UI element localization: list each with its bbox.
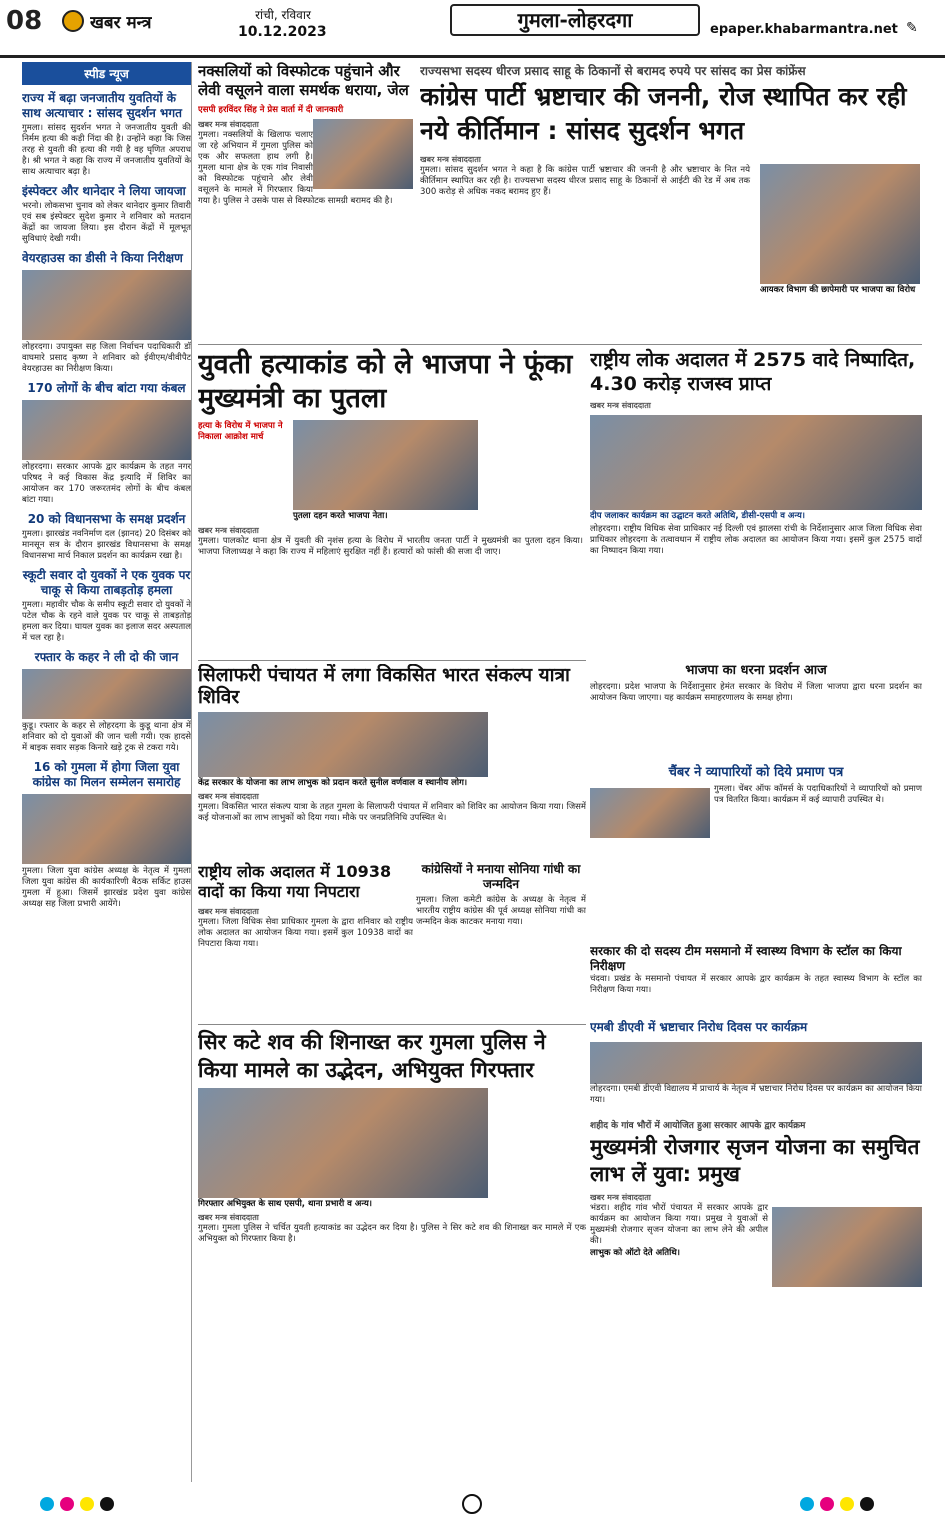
headline: 170 लोगों के बीच बांटा गया कंबल (27, 381, 186, 395)
photo-caption: गिरफ्तार अभियुक्त के साथ एसपी, थाना प्रभारी व अन्य। (198, 1199, 372, 1209)
photo-caption: एसपी हरविंदर सिंह ने प्रेस वार्ता में दी जानकारी (198, 105, 344, 115)
article-body: लोहरदगा। प्रदेश भाजपा के निर्देशानुसार हेमंत सरकार के विरोध में जिला भाजपा द्वारा धरना प्रदर्शन का आयोजन किया जाएगा। यह कार्यक्रम समाहरणालय के समक्ष होगा। (590, 682, 922, 703)
article-body: लोहरदगा। राष्ट्रीय विधिक सेवा प्राधिकार नई दिल्ली एवं झालसा रांची के निर्देशानुसार आज जिला विधिक सेवा प्राधिकार लोहरदगा के तत्वावधान में राष्ट्रीय लोक अदालत का आयोजन किया गया। इसमें कुल 2575 वादों का निष्पादन किया गया। (590, 524, 922, 556)
headline: राष्ट्रीय लोक अदालत में 10938 वादों का किया गया निपटारा (198, 862, 392, 901)
photo-caption: पुतला दहन करते भाजपा नेता। (293, 511, 388, 521)
article-body: लोहरदगा। सरकार आपके द्वार कार्यक्रम के तहत नगर परिषद ने कई विकास केंद्र इत्यादि में शिविर का आयोजन कर 170 जरूरतमंद लोगों के बीच कंबल बांटा गया। (22, 462, 191, 505)
article-health-stall (590, 944, 922, 1014)
epaper-url[interactable]: epaper.khabarmantra.net (710, 22, 898, 37)
byline: खबर मन्त्र संवाददाता (420, 155, 481, 164)
headline: स्कूटी सवार दो युवकों ने एक युवक पर चाकू से किया ताबड़तोड़ हमला (22, 568, 191, 597)
headline: कांग्रेसियों ने मनाया सोनिया गांधी का जन्मदिन (421, 862, 581, 891)
article-body: गुमला। जिला विधिक सेवा प्राधिकार गुमला के द्वारा शनिवार को राष्ट्रीय लोक अदालत का आयोजन किया गया। इसमें कुल 10938 वादों का निपटारा किया गया। (198, 917, 413, 949)
article-dharna (590, 660, 922, 760)
news-photo (198, 1088, 488, 1198)
headline: युवती हत्याकांड को ले भाजपा ने फूंका मुख्यमंत्री का पुतला (198, 349, 573, 414)
article-body: गुमला। जिला युवा कांग्रेस अध्यक्ष के नेतृत्व में गुमला जिला युवा कांग्रेस की कार्यकारिणी बैठक सर्किट हाउस गुमला में हुआ। जिसमें झारखंड प्रदेश युवा कांग्रेस अध्यक्ष सह जिला प्रभारी आयेंगे। (22, 866, 191, 909)
news-photo (22, 400, 191, 460)
edition-place: रांची, रविवार (255, 8, 311, 22)
headline: चैंबर ने व्यापारियों को दिये प्रमाण पत्र (668, 765, 844, 780)
headline: मुख्यमंत्री रोजगार सृजन योजना का समुचित लाभ लें युवा: प्रमुख (590, 1135, 920, 1186)
news-photo (313, 119, 413, 189)
brand-name: खबर मन्त्र (90, 13, 152, 33)
cyan-swatch (40, 1497, 54, 1511)
news-photo (22, 794, 191, 864)
black-swatch (100, 1497, 114, 1511)
headline: सिर कटे शव की शिनाख्त कर गुमला पुलिस ने किया मामले का उद्भेदन, अभियुक्त गिरफ्तार (198, 1030, 546, 1082)
headline: एमबी डीएवी में भ्रष्टाचार निरोध दिवस पर कार्यक्रम (590, 1020, 808, 1034)
article-body: भंडरा। शहीद गांव भौरों पंचायत में सरकार आपके द्वार कार्यक्रम का आयोजन किया गया। प्रमुख ने युवाओं से मुख्यमंत्री रोजगार सृजन योजना का लाभ लेने की अपील की। (590, 1203, 768, 1246)
headline: सिलाफरी पंचायत में लगा विकसित भारत संकल्प यात्रा शिविर (198, 664, 570, 708)
headline: इंस्पेक्टर और थानेदार ने लिया जायजा (22, 184, 186, 198)
article-body: लोहरदगा। एमबी डीएवी विद्यालय में प्राचार्य के नेतृत्व में भ्रष्टाचार निरोध दिवस पर कार्यक्रम का आयोजन किया गया। (590, 1084, 922, 1105)
headline: वेयरहाउस का डीसी ने किया निरीक्षण (22, 251, 183, 265)
yellow-swatch (840, 1497, 854, 1511)
magenta-swatch (60, 1497, 74, 1511)
subheadline: हत्या के विरोध में भाजपा ने निकाला आक्रोश मार्च (198, 421, 283, 442)
article-lok-adalat (590, 348, 922, 658)
article-body: गुमला। झारखंड नवनिर्माण दल (झानद) 20 दिसंबर को मानसून सत्र के दौरान झारखंड विधानसभा के समक्ष विधानसभा मार्च निकाल प्रदर्शन का कार्यक्रम रखा है। (22, 529, 191, 561)
edition-date: 10.12.2023 (238, 24, 327, 40)
cyan-swatch (800, 1497, 814, 1511)
pen-icon: ✎ (906, 20, 918, 36)
yellow-swatch (80, 1497, 94, 1511)
kicker-strip: राज्यसभा सदस्य धीरज प्रसाद साहू के ठिकानों से बरामद रुपये पर सांसद का प्रेस कांफ्रेंस (420, 64, 806, 78)
photo-caption: लाभुक को ऑटो देते अतिथि। (590, 1248, 680, 1258)
magenta-swatch (820, 1497, 834, 1511)
article-body: गुमला। पालकोट थाना क्षेत्र में युवती की नृशंस हत्या के विरोध में भारतीय जनता पार्टी ने मुख्यमंत्री का पुतला दहन किया। भाजपा जिलाध्यक्ष ने कहा कि राज्य में महिलाएं सुरक्षित नहीं हैं। हत्यारों को फांसी की सजा दी जाए। (198, 536, 583, 557)
byline: खबर मन्त्र संवाददाता (198, 907, 259, 916)
headline: भाजपा का धरना प्रदर्शन आज (685, 663, 827, 678)
divider (198, 344, 922, 345)
black-swatch (860, 1497, 874, 1511)
registration-mark-icon (462, 1494, 482, 1514)
news-photo (22, 270, 191, 340)
article-sankalp-yatra (198, 664, 586, 854)
article-body: गुमला। सांसद सुदर्शन भगत ने कहा है कि कांग्रेस पार्टी भ्रष्टाचार की जननी है और भ्रष्टाचार के नित नये कीर्तिमान स्थापित कर रही है। राज्यसभा सदस्य धीरज प्रसाद साहू के ठिकानों से आईटी की रेड में अब तक 300 करोड़ से अधिक नकद बरामद हुए हैं। (420, 165, 750, 197)
article-body: लोहरदगा। उपायुक्त सह जिला निर्वाचन पदाधिकारी डॉ वाघमारे प्रसाद कृष्ण ने शनिवार को ईवीएम/वीवीपैट वेयरहाउस का निरीक्षण किया। (22, 342, 191, 374)
headline: 16 को गुमला में होगा जिला युवा कांग्रेस का मिलन सम्मेलन समारोह (32, 760, 181, 789)
news-photo (590, 415, 922, 510)
news-photo (590, 788, 710, 838)
byline: खबर मन्त्र संवाददाता (198, 792, 259, 801)
byline: खबर मन्त्र संवाददाता (590, 1193, 651, 1202)
article-body: कुडू। रफ्तार के कहर से लोहरदगा के कुडू थाना क्षेत्र में शनिवार को दो युवाओं की जान चली गयी। एक हादसे में बाइक सवार सड़क किनारे खड़े ट्रक से टकरा गये। (22, 721, 191, 753)
kicker: शहीद के गांव भौरों में आयोजित हुआ सरकार आपके द्वार कार्यक्रम (590, 1121, 806, 1131)
headline: राष्ट्रीय लोक अदालत में 2575 वादे निष्पादित, 4.30 करोड़ राजस्व प्राप्त (590, 349, 916, 395)
news-photo (772, 1207, 922, 1287)
article-body: गुमला। सांसद सुदर्शन भगत ने जनजातीय युवती की निर्मम हत्या की कड़ी निंदा की है। उन्होंने कहा कि जिस तरह से युवती की हत्या की गयी है वह घृणित अपराध है। श्री भगत ने कहा कि राज्य में जनजातीय युवतियों के साथ अत्याचार बढ़ा है। (22, 123, 191, 177)
article-body: गुमला। गुमला पुलिस ने चर्चित युवती हत्याकांड का उद्भेदन कर दिया है। पुलिस ने सिर कटे शव की शिनाख्त कर मामले में एक अभियुक्त को गिरफ्तार किया है। (198, 1223, 586, 1244)
masthead (0, 0, 945, 58)
article-body: गुमला। विकसित भारत संकल्प यात्रा के तहत गुमला के सिलाफरी पंचायत में शनिवार को शिविर का आयोजन किया गया। जिसमें कई योजनाओं का लाभ लाभुकों को दिया गया। मौके पर जनप्रतिनिधि उपस्थित थे। (198, 802, 586, 823)
article-sonia-birthday (416, 862, 586, 1022)
photo-caption: दीप जलाकर कार्यक्रम का उद्घाटन करते अतिथि, डीसी-एसपी व अन्य। (590, 511, 806, 521)
divider (198, 1024, 586, 1025)
news-photo (760, 164, 920, 284)
headline: रफ्तार के कहर ने ली दो की जान (34, 650, 179, 664)
left-column (22, 62, 192, 1482)
article-body: गुमला। चेंबर ऑफ कॉमर्स के पदाधिकारियों ने व्यापारियों को प्रमाण पत्र वितरित किया। कार्यक्रम में कई व्यापारी उपस्थित थे। (714, 784, 922, 805)
article-body: गुमला। महावीर चौक के समीप स्कूटी सवार दो युवकों ने पटेल चौक के रहने वाले युवक पर चाकू से ताबड़तोड़ हमला कर दिया। घायल युवक का इलाज सदर अस्पताल में चल रहा है। (22, 600, 191, 643)
article-chamber (590, 762, 922, 942)
headline: 20 को विधानसभा के समक्ष प्रदर्शन (27, 512, 186, 526)
news-photo (293, 420, 478, 510)
byline: खबर मन्त्र संवाददाता (198, 526, 259, 535)
article-lok-adalat-gumla (198, 862, 413, 1022)
article-effigy (198, 348, 583, 658)
byline: खबर मन्त्र संवाददाता (590, 401, 651, 410)
photo-caption: केंद्र सरकार के योजना का लाभ लाभुक को प्रदान करते सुनील वर्णवाल व स्थानीय लोग। (198, 778, 468, 788)
section-title: गुमला-लोहरदगा (450, 4, 700, 36)
article-body: चंदवा। प्रखंड के मसमानो पंचायत में सरकार आपके द्वार कार्यक्रम के तहत स्वास्थ्य विभाग के स्टॉल का निरीक्षण किया गया। (590, 974, 922, 995)
news-photo (198, 712, 488, 777)
article-headless-body-case (198, 1028, 586, 1483)
brand-logo-icon (62, 10, 84, 32)
headline: राज्य में बढ़ा जनजातीय युवतियों के साथ अत्याचार : सांसद सुदर्शन भगत (22, 91, 182, 120)
article-body: भरनो। लोकसभा चुनाव को लेकर थानेदार कुमार तिवारी एवं सब इंस्पेक्टर सुदेश कुमार ने शनिवार को मतदान केंद्रों का जायजा लिया। इस दौरान केंद्रों में मूलभूत सुविधाएं देखी गयी। (22, 201, 191, 244)
headline: सरकार की दो सदस्य टीम मसमानो में स्वास्थ्य विभाग के स्टॉल का किया निरीक्षण (590, 944, 902, 973)
page-number: 08 (6, 6, 43, 36)
news-photo (590, 1042, 922, 1084)
byline: खबर मन्त्र संवाददाता (198, 120, 259, 129)
article-mb-dav (590, 1016, 922, 1116)
headline: नक्सलियों को विस्फोटक पहुंचाने और लेवी वसूलने वाला समर्थक धराया, जेल (198, 62, 409, 99)
byline: खबर मन्त्र संवाददाता (198, 1213, 259, 1222)
photo-caption: आयकर विभाग की छापेमारी पर भाजपा का विरोध (760, 285, 916, 295)
article-body: गुमला। जिला कमेटी कांग्रेस के अध्यक्ष के नेतृत्व में भारतीय राष्ट्रीय कांग्रेस की पूर्व अध्यक्ष सोनिया गांधी का जन्मदिन केक काटकर मनाया गया। (416, 895, 586, 927)
article-congress (420, 80, 922, 342)
headline: कांग्रेस पार्टी भ्रष्टाचार की जननी, रोज स्थापित कर रही नये कीर्तिमान : सांसद सुदर्शन भगत (420, 82, 907, 145)
article-rojgar-yojana (590, 1118, 922, 1483)
article-naxal (198, 62, 413, 332)
speed-news-label: स्पीड न्यूज (22, 62, 191, 85)
news-photo (22, 669, 191, 719)
divider (198, 660, 586, 661)
article-body: गुमला। नक्सलियों के खिलाफ चलाए जा रहे अभियान में गुमला पुलिस को एक और सफलता हाथ लगी है। गुमला थाना क्षेत्र के एक गांव निवासी को विस्फोटक पहुंचाने और लेवी वसूलने के मामले में गिरफ्तार किया गया है। पुलिस ने उसके पास से विस्फोटक सामग्री बरामद की है। (198, 130, 393, 206)
